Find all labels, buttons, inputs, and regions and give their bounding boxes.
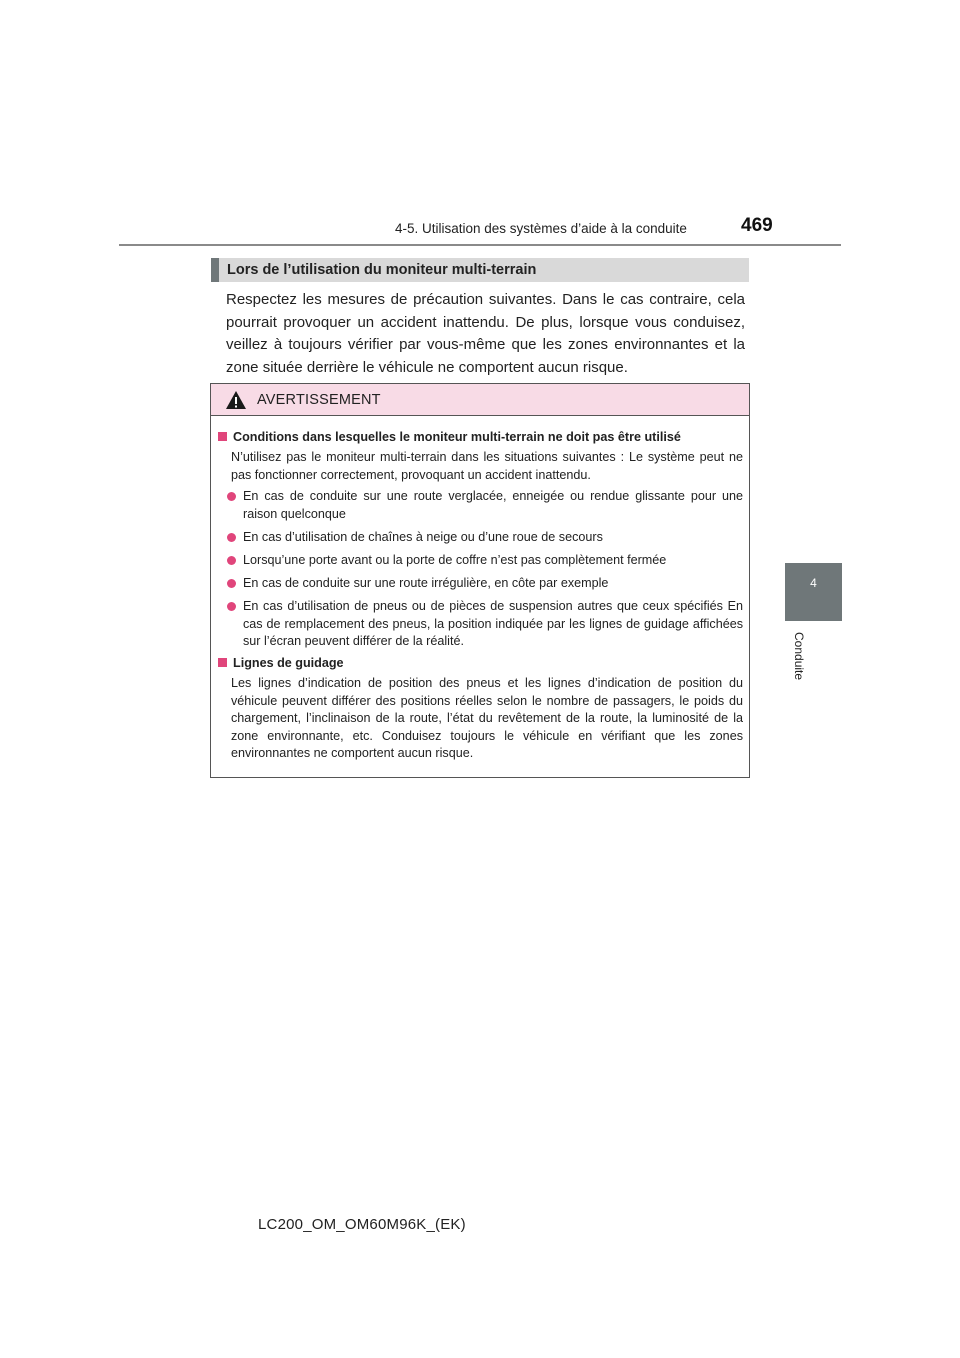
warning-paragraph: Les lignes d’indication de position des pneus et les lignes d’indication de position du véhicule peuvent différer des positions réelles selon le nombre de passagers, le poids du chargement, l’inclinaison de la route, l’état du revêtement de la route, la luminosité de la zone environnante, etc. Conduisez toujours le véhicule en vérifiant que les zones environnantes ne comportent aucun risque. bbox=[231, 676, 743, 760]
subheading-text: Conditions dans lesquelles le moniteur multi-terrain ne doit pas être utilisé bbox=[233, 430, 681, 444]
list-item bbox=[225, 598, 743, 651]
list-item bbox=[225, 529, 743, 547]
header-divider bbox=[119, 244, 841, 246]
intro-paragraph: Respectez les mesures de précaution suivantes. Dans le cas contraire, cela pourrait provoquer un accident inattendu. De plus, lorsque vous conduisez, veillez à toujours vérifier par vous-même que les zones environnantes et la zone située derrière le véhicule ne comportent aucun risque. bbox=[226, 291, 745, 376]
warning-triangle-icon bbox=[225, 390, 247, 410]
subheading-text: Lignes de guidage bbox=[233, 656, 344, 670]
warning-paragraph: N’utilisez pas le moniteur multi-terrain dans les situations suivantes : Le système peut ne pas fonctionner correctement, provoquant un accident inattendu. bbox=[231, 450, 743, 482]
square-bullet-icon bbox=[218, 432, 227, 441]
list-item bbox=[225, 552, 743, 570]
warning-subheading bbox=[218, 655, 344, 673]
list-item-text: En cas d’utilisation de pneus ou de pièces de suspension autres que ceux spécifiés En cas de remplacement des pneus, la position indiquée par les lignes de guidage affichées sur l’écran peuvent différer de la réalité. bbox=[243, 599, 743, 648]
warning-subheading bbox=[218, 429, 681, 447]
list-item-text: En cas de conduite sur une route verglacée, enneigée ou rendue glissante pour une raison quelconque bbox=[243, 489, 743, 521]
header-section-title: 4-5. Utilisation des systèmes d’aide à la conduite bbox=[395, 221, 687, 236]
list-item-text: Lorsqu’une porte avant ou la porte de coffre n’est pas complètement fermée bbox=[243, 553, 667, 567]
list-item-text: En cas de conduite sur une route irrégulière, en côte par exemple bbox=[243, 576, 609, 590]
section-heading: Lors de l’utilisation du moniteur multi-terrain bbox=[211, 258, 749, 282]
list-item bbox=[225, 575, 743, 593]
warning-box bbox=[210, 383, 750, 778]
warning-title-bar bbox=[211, 384, 749, 416]
circle-bullet-icon bbox=[227, 556, 236, 565]
footer-document-code: LC200_OM_OM60M96K_(EK) bbox=[258, 1216, 466, 1233]
list-item bbox=[225, 488, 743, 523]
list-item-text: En cas d’utilisation de chaînes à neige ou d’une roue de secours bbox=[243, 530, 603, 544]
circle-bullet-icon bbox=[227, 533, 236, 542]
chapter-label: Conduite bbox=[792, 632, 806, 681]
circle-bullet-icon bbox=[227, 602, 236, 611]
square-bullet-icon bbox=[218, 658, 227, 667]
warning-title: AVERTISSEMENT bbox=[257, 391, 381, 408]
circle-bullet-icon bbox=[227, 579, 236, 588]
page-number: 469 bbox=[741, 215, 773, 236]
chapter-tab bbox=[785, 563, 842, 621]
circle-bullet-icon bbox=[227, 492, 236, 501]
chapter-number: 4 bbox=[810, 576, 817, 590]
